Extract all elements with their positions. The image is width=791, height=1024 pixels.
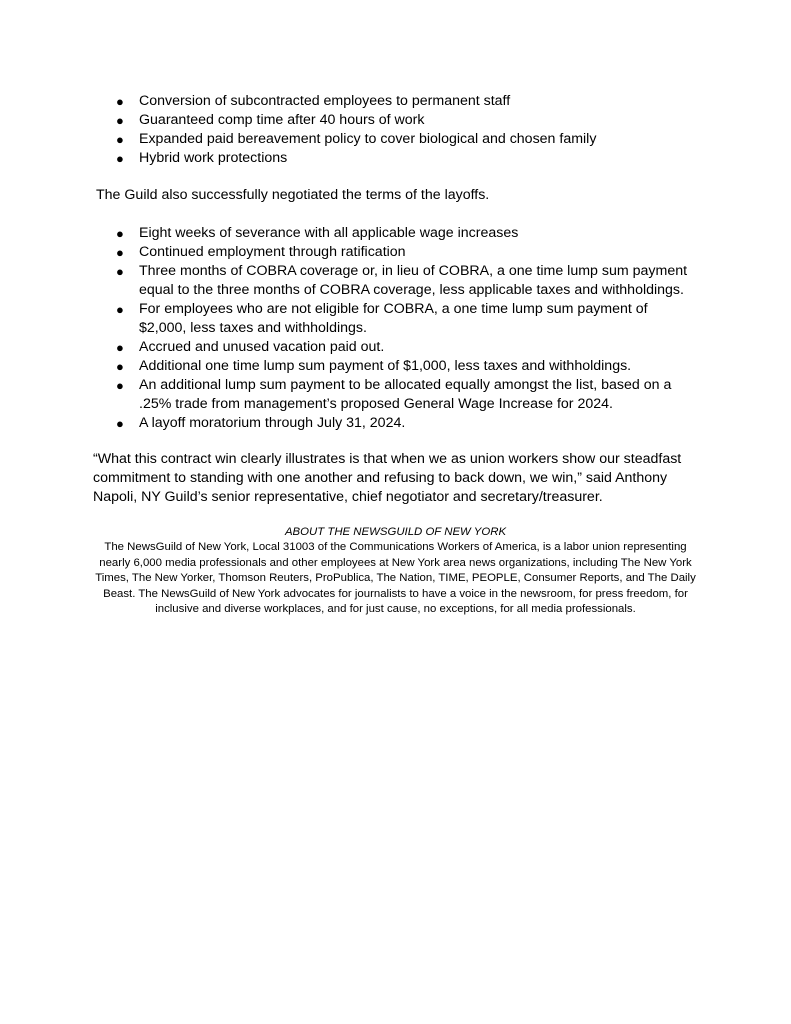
list-item [116, 376, 696, 414]
about-body: The NewsGuild of New York, Local 31003 of the Communications Workers of America, is a labor union representing nearly 6,000 media professionals and other employees at New York area news organizations, including The New York Times, The New Yorker, Thomson Reuters, ProPublica, The Nation, TIME, PEOPLE, Consumer Reports, and The Daily Beast. The NewsGuild of New York advocates for journalists to have a voice in the newsroom, for press freedom, for inclusive and diverse workplaces, and for just cause, no exceptions, for all media professionals. [95, 541, 696, 615]
list-item [116, 130, 696, 149]
list-item [116, 338, 696, 357]
bullet-icon: ● [116, 151, 124, 166]
list-item [116, 92, 696, 111]
bullet-icon: ● [116, 226, 124, 241]
list-item-text: Conversion of subcontracted employees to permanent staff [139, 93, 511, 109]
layoff-terms-list [116, 224, 696, 433]
list-item [116, 262, 696, 300]
bullet-icon: ● [116, 132, 124, 147]
bullet-icon: ● [116, 416, 124, 431]
bullet-icon: ● [116, 264, 124, 279]
list-item-text: For employees who are not eligible for COBRA, a one time lump sum payment of $2,000, less taxes and withholdings. [139, 301, 648, 336]
list-item [116, 243, 696, 262]
list-item-text: Accrued and unused vacation paid out. [139, 339, 385, 355]
bullet-icon: ● [116, 113, 124, 128]
list-item-text: Three months of COBRA coverage or, in lieu of COBRA, a one time lump sum payment equal to the three months of COBRA coverage, less applicable taxes and withholdings. [139, 263, 688, 298]
list-item [116, 300, 696, 338]
bullet-icon: ● [116, 340, 124, 355]
quote-paragraph: “What this contract win clearly illustrates is that when we as union workers show our steadfast commitment to standing with one another and refusing to back down, we win,” said Anthony Napoli, NY Guild’s senior representative, chief negotiator and secretary/treasurer. [93, 451, 682, 505]
list-item [116, 149, 696, 168]
bullet-icon: ● [116, 359, 124, 374]
list-item-text: Additional one time lump sum payment of $1,000, less taxes and withholdings. [139, 358, 632, 374]
list-item [116, 111, 696, 130]
list-item [116, 414, 696, 433]
list-item [116, 224, 696, 243]
list-item-text: Guaranteed comp time after 40 hours of work [139, 112, 425, 128]
list-item [116, 357, 696, 376]
bullet-icon: ● [116, 94, 124, 109]
list-item-text: Continued employment through ratification [139, 244, 406, 260]
bullet-icon: ● [116, 245, 124, 260]
bullet-icon: ● [116, 302, 124, 317]
list-item-text: Hybrid work protections [139, 150, 288, 166]
list-item-text: An additional lump sum payment to be allocated equally amongst the list, based on a .25% trade from management’s proposed General Wage Increase for 2024. [139, 377, 672, 412]
list-item-text: A layoff moratorium through July 31, 2024. [139, 415, 406, 431]
list-item-text: Eight weeks of severance with all applicable wage increases [139, 225, 519, 241]
list-item-text: Expanded paid bereavement policy to cover biological and chosen family [139, 131, 597, 147]
bullet-icon: ● [116, 378, 124, 393]
layoffs-intro-paragraph: The Guild also successfully negotiated the terms of the layoffs. [96, 187, 490, 203]
about-heading: ABOUT THE NEWSGUILD OF NEW YORK [284, 526, 507, 538]
contract-wins-list [116, 92, 696, 168]
